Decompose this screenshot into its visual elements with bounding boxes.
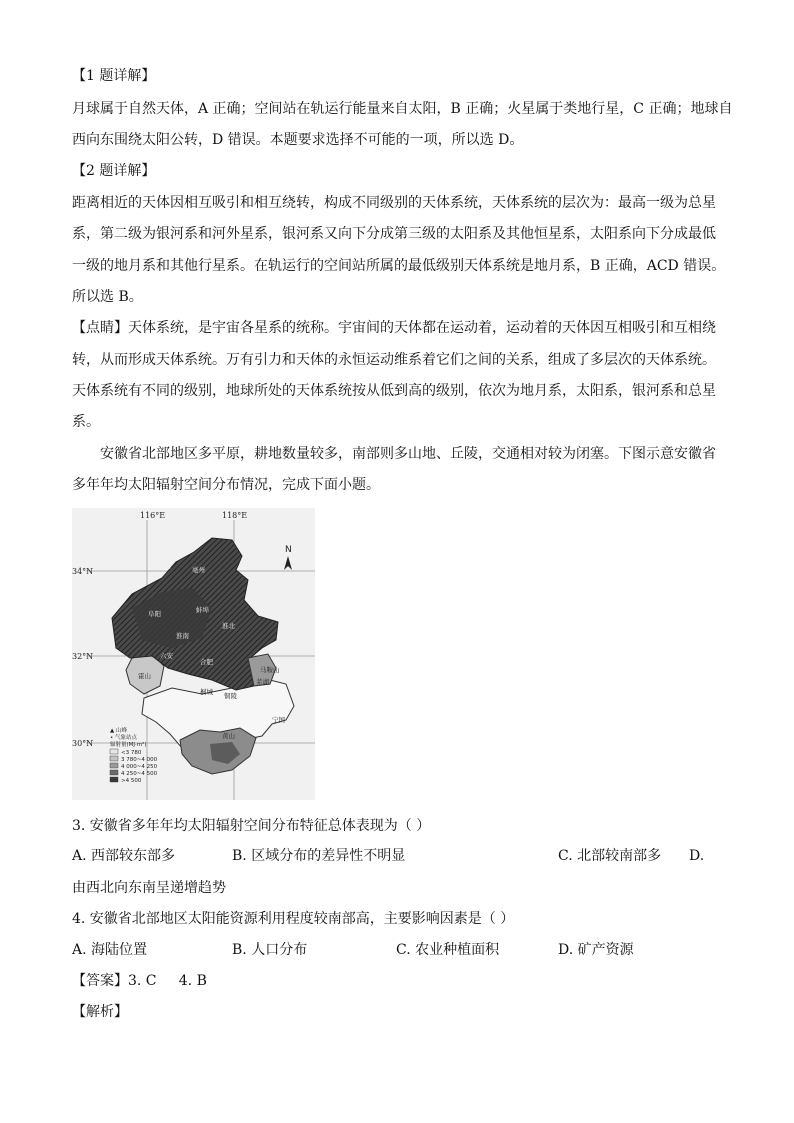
north-label: N [285, 545, 292, 555]
q4-stem: 4. 安徽省北部地区太阳能资源利用程度较南部高，主要影响因素是（ ） [72, 911, 515, 927]
place-tongcheng: 桐城 [200, 688, 213, 696]
lon-label-118: 118°E [222, 511, 248, 520]
section1-line-2: 西向东围绕太阳公转，D 错误。本题要求选择不可能的一项，所以选 D。 [72, 132, 524, 148]
place-hefei: 合肥 [200, 658, 213, 666]
place-fuyang: 阜阳 [148, 610, 161, 618]
intro-line-1: 安徽省北部地区多平原，耕地数量较多，南部则多山地、丘陵，交通相对较为闭塞。下图示意安徽省 [100, 446, 716, 462]
section1-line-1: 月球属于自然天体，A 正确；空间站在轨运行能量来自太阳，B 正确；火星属于类地行星，C 正确；地球自 [72, 101, 733, 117]
lon-label-116: 116°E [140, 511, 166, 520]
q4-option-c: C. 农业种植面积 [396, 942, 500, 958]
legend-class-4: 4 250~4 500 [121, 771, 158, 777]
answer-label: 【答案】 [72, 973, 128, 989]
place-huainan: 淮南 [176, 632, 189, 640]
comment-line-2: 转，从而形成天体系统。万有引力和天体的永恒运动维系着它们之间的关系，组成了多层次的天体系统。 [72, 352, 716, 368]
legend-class-2: 3 780~4 000 [121, 757, 158, 763]
place-tongling: 铜陵 [224, 692, 237, 700]
lat-label-30: 30°N [72, 739, 94, 748]
legend-swatch-1 [110, 749, 118, 754]
q4-option-b: B. 人口分布 [232, 942, 308, 958]
section2-heading: 【2 题详解】 [72, 163, 156, 179]
place-luan: 六安 [160, 652, 173, 660]
legend-station: • 气象站点 [110, 735, 137, 741]
q3-option-a: A. 西部较东部多 [72, 848, 176, 864]
section2-line-2: 系，第二级为银河系和河外星系，银河系又向下分成第三级的太阳系及其他恒星系，太阳系向下分成最低 [72, 226, 716, 242]
section2-line-3: 一级的地月系和其他行星系。在轨运行的空间站所属的最低级别天体系统是地月系，B 正确，ACD 错误。 [72, 258, 726, 274]
legend-peak: ▲ 山峰 [110, 728, 127, 734]
q3-option-c: C. 北部较南部多 [558, 848, 662, 864]
legend-title: 辐射量(MJ·m²) [110, 742, 147, 748]
lat-label-34: 34°N [72, 567, 94, 576]
q4-option-d: D. 矿产资源 [558, 942, 634, 958]
answer-line [72, 971, 722, 991]
place-huaibei: 淮北 [222, 622, 235, 630]
place-wuhu: 芜湖 [256, 678, 269, 686]
section2-line-4: 所以选 B。 [72, 289, 143, 305]
comment-line-4: 系。 [72, 414, 100, 430]
section2-line-1: 距离相近的天体因相互吸引和相互绕转，构成不同级别的天体系统，天体系统的层次为：最高一级为总星 [72, 195, 716, 211]
legend-swatch-5 [110, 777, 118, 782]
analysis-label: 【解析】 [72, 1004, 128, 1020]
legend-class-3: 4 000~4 250 [121, 764, 158, 770]
place-huangshan: 黄山 [222, 732, 235, 740]
comment-line-3: 天体系统有不同的级别，地球所处的天体系统按从低到高的级别，依次为地月系，太阳系，银河系和总星 [72, 383, 716, 399]
legend-swatch-4 [110, 770, 118, 775]
place-bozhou: 亳州 [192, 566, 205, 574]
q3-option-b: B. 区域分布的差异性不明显 [232, 848, 406, 864]
answer-text: 3. C 4. B [128, 973, 207, 989]
section1-heading: 【1 题详解】 [72, 68, 156, 84]
q3-stem: 3. 安徽省多年年均太阳辐射空间分布特征总体表现为（ ） [72, 818, 431, 834]
place-bengbu: 蚌埠 [196, 606, 209, 614]
place-huoshan: 霍山 [138, 672, 151, 680]
place-ningguo: 宁国 [272, 716, 285, 724]
q4-option-a: A. 海陆位置 [72, 942, 148, 958]
q3-option-d: D. [689, 848, 705, 864]
anhui-radiation-map [72, 508, 315, 800]
intro-line-2: 多年年均太阳辐射空间分布情况，完成下面小题。 [72, 477, 380, 493]
place-suzhou: 宿州 [158, 562, 171, 570]
place-maanshan: 马鞍山 [260, 666, 280, 674]
comment-line-1: 【点睛】天体系统，是宇宙各星系的统称。宇宙间的天体都在运动着，运动着的天体因互相吸引和互相绕 [72, 320, 716, 336]
legend-swatch-2 [110, 756, 118, 761]
q3-option-d-cont: 由西北向东南呈递增趋势 [72, 880, 226, 896]
legend-class-1: <3 780 [121, 750, 142, 756]
legend-swatch-3 [110, 763, 118, 768]
lat-label-32: 32°N [72, 652, 94, 661]
legend-class-5: >4 500 [121, 778, 142, 784]
